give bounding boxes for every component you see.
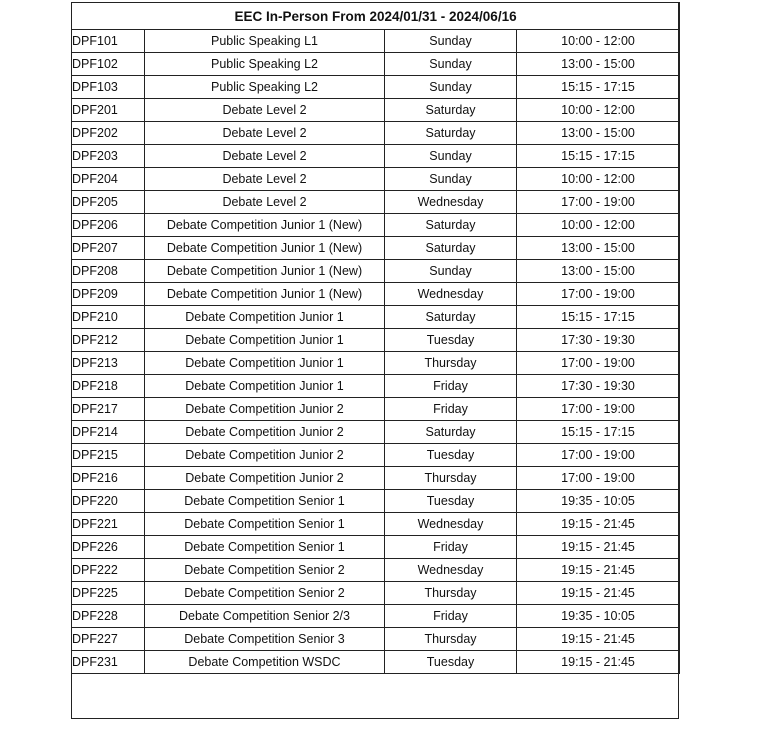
time-cell: 13:00 - 15:00: [517, 122, 680, 145]
time-cell: 17:00 - 19:00: [517, 283, 680, 306]
class-code-cell: DPF213: [72, 352, 145, 375]
table-row: [72, 421, 680, 444]
day-cell: Thursday: [385, 467, 517, 490]
table-row: [72, 76, 680, 99]
class-code-cell: DPF203: [72, 145, 145, 168]
course-name-cell: Debate Competition Junior 1 (New): [145, 214, 385, 237]
day-cell: Sunday: [385, 53, 517, 76]
table-row: [72, 145, 680, 168]
table-row: [72, 99, 680, 122]
class-code-cell: DPF215: [72, 444, 145, 467]
time-cell: 15:15 - 17:15: [517, 421, 680, 444]
day-cell: Friday: [385, 536, 517, 559]
course-name-cell: Debate Competition Senior 2: [145, 559, 385, 582]
course-name-cell: Public Speaking L1: [145, 30, 385, 53]
table-row: [72, 191, 680, 214]
course-name-cell: Debate Competition Junior 2: [145, 467, 385, 490]
schedule-title: EEC In-Person From 2024/01/31 - 2024/06/16: [72, 3, 680, 30]
table-row: [72, 306, 680, 329]
class-code-cell: DPF228: [72, 605, 145, 628]
class-code-cell: DPF217: [72, 398, 145, 421]
time-cell: 19:15 - 21:45: [517, 536, 680, 559]
day-cell: Wednesday: [385, 513, 517, 536]
day-cell: Friday: [385, 605, 517, 628]
course-name-cell: Debate Competition Senior 2: [145, 582, 385, 605]
day-cell: Thursday: [385, 582, 517, 605]
class-code-cell: DPF225: [72, 582, 145, 605]
course-name-cell: Debate Competition Junior 2: [145, 421, 385, 444]
class-code-cell: DPF214: [72, 421, 145, 444]
time-cell: 13:00 - 15:00: [517, 260, 680, 283]
time-cell: 10:00 - 12:00: [517, 168, 680, 191]
time-cell: 19:15 - 21:45: [517, 628, 680, 651]
time-cell: 17:30 - 19:30: [517, 375, 680, 398]
class-code-cell: DPF206: [72, 214, 145, 237]
class-code-cell: DPF102: [72, 53, 145, 76]
table-row: [72, 628, 680, 651]
day-cell: Sunday: [385, 260, 517, 283]
table-row: [72, 490, 680, 513]
time-cell: 17:00 - 19:00: [517, 467, 680, 490]
time-cell: 10:00 - 12:00: [517, 214, 680, 237]
course-name-cell: Debate Competition Senior 1: [145, 536, 385, 559]
table-row: [72, 467, 680, 490]
time-cell: 10:00 - 12:00: [517, 30, 680, 53]
day-cell: Saturday: [385, 99, 517, 122]
course-name-cell: Debate Competition Senior 1: [145, 490, 385, 513]
day-cell: Saturday: [385, 214, 517, 237]
course-name-cell: Debate Competition Senior 2/3: [145, 605, 385, 628]
class-code-cell: DPF205: [72, 191, 145, 214]
day-cell: Wednesday: [385, 559, 517, 582]
course-name-cell: Debate Competition Senior 1: [145, 513, 385, 536]
day-cell: Tuesday: [385, 490, 517, 513]
time-cell: 10:00 - 12:00: [517, 99, 680, 122]
day-cell: Friday: [385, 398, 517, 421]
time-cell: 17:00 - 19:00: [517, 398, 680, 421]
course-name-cell: Debate Level 2: [145, 99, 385, 122]
course-name-cell: Public Speaking L2: [145, 76, 385, 99]
table-row: [72, 53, 680, 76]
class-code-cell: DPF202: [72, 122, 145, 145]
course-name-cell: Debate Competition Junior 2: [145, 444, 385, 467]
course-name-cell: Debate Competition WSDC: [145, 651, 385, 674]
class-code-cell: DPF204: [72, 168, 145, 191]
day-cell: Sunday: [385, 168, 517, 191]
class-code-cell: DPF210: [72, 306, 145, 329]
table-row: [72, 260, 680, 283]
class-code-cell: DPF207: [72, 237, 145, 260]
table-row: [72, 582, 680, 605]
time-cell: 15:15 - 17:15: [517, 145, 680, 168]
time-cell: 15:15 - 17:15: [517, 76, 680, 99]
table-row: [72, 605, 680, 628]
schedule-table: [71, 2, 680, 674]
table-row: [72, 283, 680, 306]
time-cell: 19:35 - 10:05: [517, 490, 680, 513]
class-code-cell: DPF218: [72, 375, 145, 398]
course-name-cell: Debate Competition Senior 3: [145, 628, 385, 651]
class-code-cell: DPF103: [72, 76, 145, 99]
day-cell: Sunday: [385, 145, 517, 168]
time-cell: 19:15 - 21:45: [517, 582, 680, 605]
table-row: [72, 559, 680, 582]
day-cell: Wednesday: [385, 191, 517, 214]
day-cell: Sunday: [385, 76, 517, 99]
table-row: [72, 651, 680, 674]
time-cell: 19:15 - 21:45: [517, 513, 680, 536]
course-name-cell: Debate Competition Junior 1: [145, 375, 385, 398]
time-cell: 17:00 - 19:00: [517, 444, 680, 467]
class-code-cell: DPF221: [72, 513, 145, 536]
class-code-cell: DPF201: [72, 99, 145, 122]
class-code-cell: DPF231: [72, 651, 145, 674]
table-row: [72, 375, 680, 398]
table-row: [72, 168, 680, 191]
day-cell: Tuesday: [385, 329, 517, 352]
time-cell: 15:15 - 17:15: [517, 306, 680, 329]
day-cell: Sunday: [385, 30, 517, 53]
day-cell: Saturday: [385, 237, 517, 260]
table-row: [72, 513, 680, 536]
time-cell: 19:15 - 21:45: [517, 651, 680, 674]
class-code-cell: DPF101: [72, 30, 145, 53]
day-cell: Tuesday: [385, 651, 517, 674]
class-code-cell: DPF212: [72, 329, 145, 352]
day-cell: Friday: [385, 375, 517, 398]
course-name-cell: Debate Competition Junior 1: [145, 329, 385, 352]
course-name-cell: Debate Competition Junior 1 (New): [145, 237, 385, 260]
class-code-cell: DPF209: [72, 283, 145, 306]
time-cell: 19:15 - 21:45: [517, 559, 680, 582]
course-name-cell: Debate Competition Junior 1 (New): [145, 260, 385, 283]
day-cell: Saturday: [385, 122, 517, 145]
table-row: [72, 30, 680, 53]
course-name-cell: Debate Level 2: [145, 191, 385, 214]
class-code-cell: DPF216: [72, 467, 145, 490]
course-name-cell: Debate Competition Junior 1 (New): [145, 283, 385, 306]
schedule-rows: [72, 30, 680, 674]
time-cell: 19:35 - 10:05: [517, 605, 680, 628]
course-name-cell: Debate Level 2: [145, 168, 385, 191]
time-cell: 17:00 - 19:00: [517, 191, 680, 214]
day-cell: Saturday: [385, 421, 517, 444]
time-cell: 17:00 - 19:00: [517, 352, 680, 375]
table-row: [72, 398, 680, 421]
table-row: [72, 237, 680, 260]
day-cell: Tuesday: [385, 444, 517, 467]
time-cell: 17:30 - 19:30: [517, 329, 680, 352]
class-code-cell: DPF208: [72, 260, 145, 283]
table-row: [72, 122, 680, 145]
table-row: [72, 214, 680, 237]
course-name-cell: Debate Level 2: [145, 145, 385, 168]
table-row: [72, 352, 680, 375]
class-code-cell: DPF220: [72, 490, 145, 513]
day-cell: Wednesday: [385, 283, 517, 306]
course-name-cell: Debate Level 2: [145, 122, 385, 145]
time-cell: 13:00 - 15:00: [517, 237, 680, 260]
course-name-cell: Debate Competition Junior 2: [145, 398, 385, 421]
title-row: [72, 3, 680, 30]
course-name-cell: Debate Competition Junior 1: [145, 352, 385, 375]
course-name-cell: Public Speaking L2: [145, 53, 385, 76]
table-row: [72, 536, 680, 559]
day-cell: Thursday: [385, 352, 517, 375]
class-code-cell: DPF227: [72, 628, 145, 651]
time-cell: 13:00 - 15:00: [517, 53, 680, 76]
table-row: [72, 329, 680, 352]
day-cell: Saturday: [385, 306, 517, 329]
day-cell: Thursday: [385, 628, 517, 651]
course-name-cell: Debate Competition Junior 1: [145, 306, 385, 329]
class-code-cell: DPF222: [72, 559, 145, 582]
class-code-cell: DPF226: [72, 536, 145, 559]
table-row: [72, 444, 680, 467]
